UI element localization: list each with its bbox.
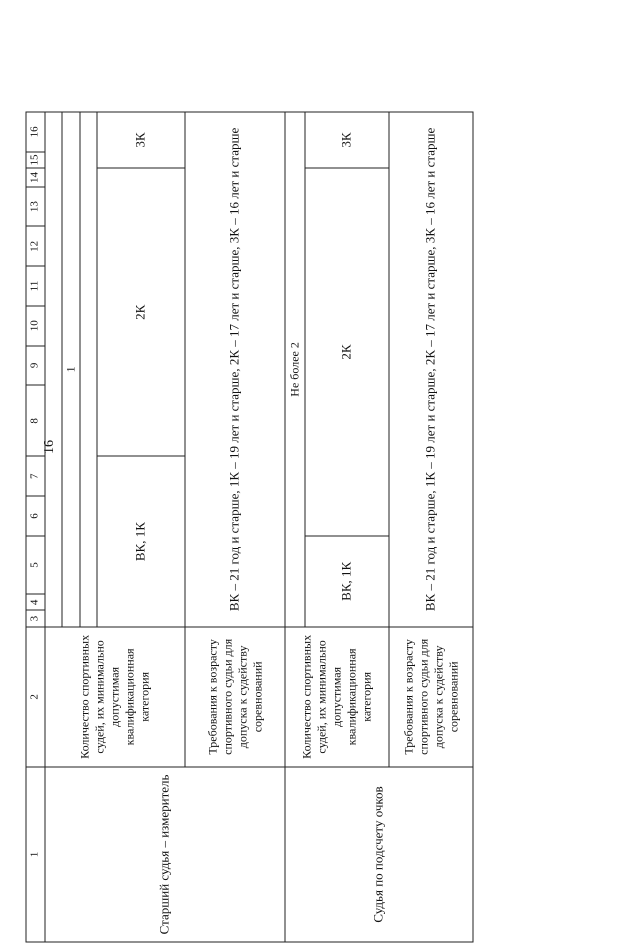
empty-subrow <box>45 112 62 627</box>
header-cell-6: 6 <box>26 496 45 536</box>
header-cell-1: 1 <box>26 767 45 942</box>
category-3k: 3К <box>97 112 185 168</box>
row-1-count-sub-a <box>45 112 62 942</box>
category-2k: 2К <box>305 168 389 536</box>
header-cell-9: 9 <box>26 346 45 386</box>
header-cell-11: 11 <box>26 266 45 306</box>
header-cell-7: 7 <box>26 456 45 496</box>
category-vk-1k: ВК, 1К <box>305 536 389 627</box>
page-number: 16 <box>42 440 57 454</box>
role-cell: Старший судья – измеритель <box>45 767 285 942</box>
role-cell: Судья по подсчету очков <box>285 767 473 942</box>
header-cell-3: 3 <box>26 611 45 627</box>
header-cell-15: 15 <box>26 152 45 168</box>
header-cell-4: 4 <box>26 594 45 610</box>
header-cell-2: 2 <box>26 627 45 767</box>
rotated-table-container <box>26 112 468 943</box>
count-label: Количество спортивных судей, их минимально допустимая квалификационная категория <box>285 627 389 767</box>
count-label: Количество спортивных судей, их минимально допустимая квалификационная категория <box>45 627 185 767</box>
header-cell-13: 13 <box>26 187 45 227</box>
category-2k: 2К <box>97 168 185 456</box>
header-cell-10: 10 <box>26 306 45 346</box>
referee-requirements-table <box>26 112 474 943</box>
count-value: Не более 2 <box>285 112 305 627</box>
age-label: Требования к возрасту спортивного судьи для допуска к судейству соревнований <box>389 627 473 767</box>
header-cell-5: 5 <box>26 536 45 594</box>
header-cell-12: 12 <box>26 226 45 266</box>
row-2-count-value <box>285 112 305 942</box>
header-row <box>26 112 45 942</box>
count-value: 1 <box>62 112 80 627</box>
empty-subrow <box>80 112 97 627</box>
category-3k: 3К <box>305 112 389 168</box>
header-cell-14: 14 <box>26 168 45 187</box>
category-vk-1k: ВК, 1К <box>97 456 185 626</box>
header-cell-16: 16 <box>26 112 45 152</box>
age-value: ВК – 21 год и старше, 1К – 19 лет и старше, 2К – 17 лет и старше, 3К – 16 лет и старше <box>185 112 285 627</box>
header-cell-8: 8 <box>26 385 45 456</box>
age-value: ВК – 21 год и старше, 1К – 19 лет и старше, 2К – 17 лет и старше, 3К – 16 лет и старше <box>389 112 473 627</box>
age-label: Требования к возрасту спортивного судьи для допуска к судейству соревнований <box>185 627 285 767</box>
